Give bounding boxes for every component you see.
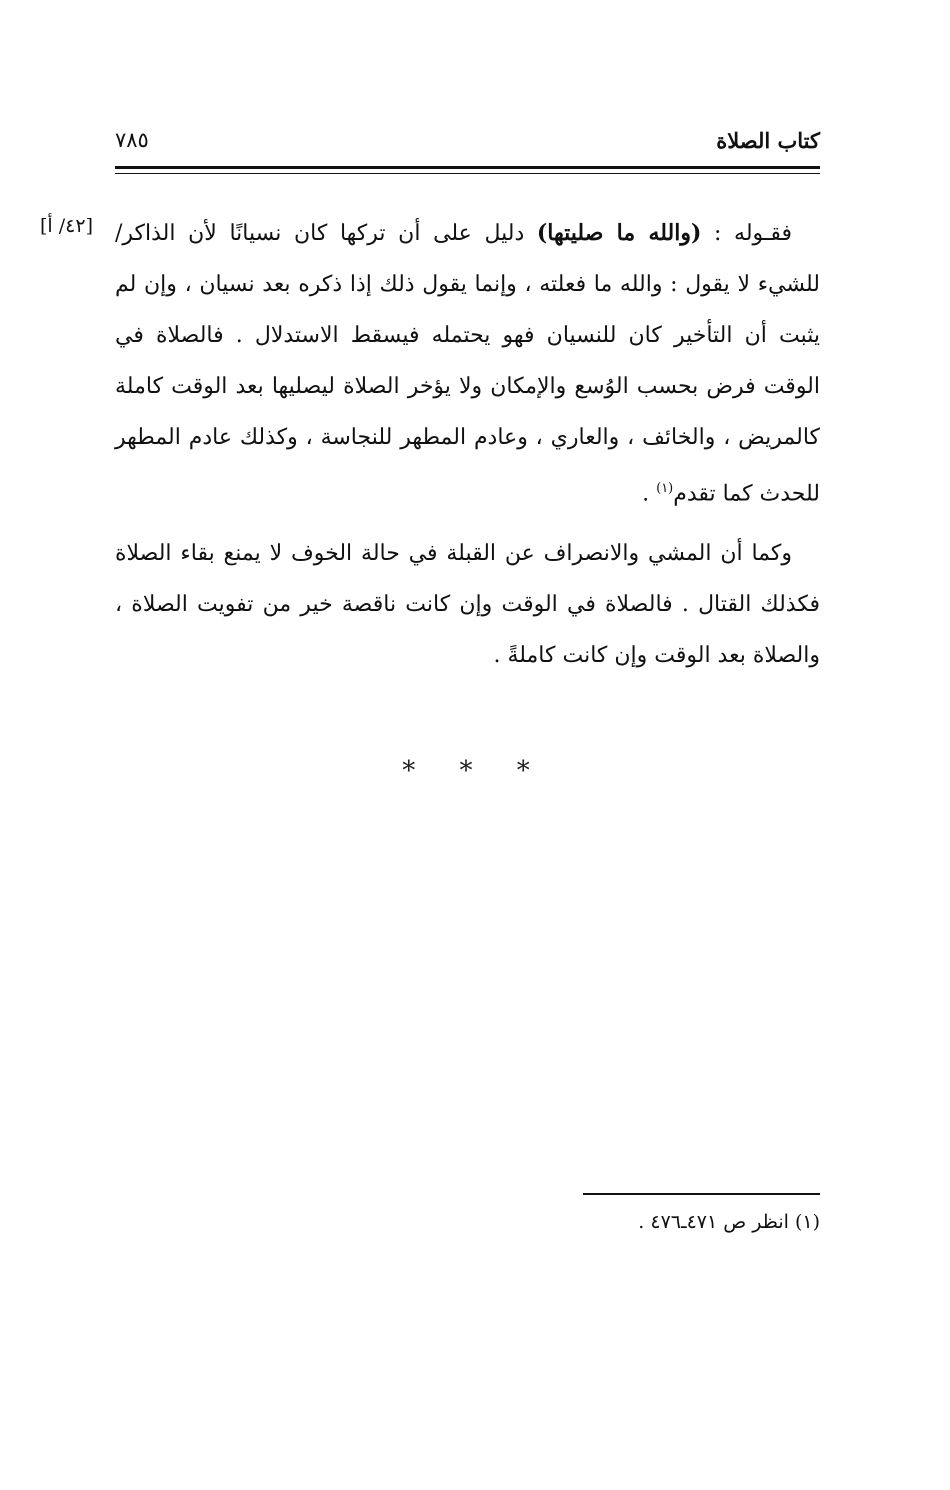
paragraph-1-text: دليل على أن تركها كان نسيانًا لأن الذاكر/ للشيء لا يقول : والله ما فعلته ، وإنما يقول ذلك إذا ذكره بعد نسيان ، وإن لم يثبت أن التأخير كان للنسيان فهو يحتمله فيسقط الاستدلال . فالصلاة في الوقت فرض بحسب الوُسع والإمكان ولا يؤخر الصلاة ليصليها بعد الوقت كاملة كالمريض ، والخائف ، والعاري ، وعادم المطهر للنجاسة ، وكذلك عادم المطهر للحدث كما تقدم — [115, 221, 820, 507]
paragraph-2: وكما أن المشي والانصراف عن القبلة في حالة الخوف لا يمنع بقاء الصلاة فكذلك القتال . فالصلاة في الوقت وإن كانت ناقصة خير من تفويت الصلاة ، والصلاة بعد الوقت وإن كانت كاملةً . — [115, 541, 820, 669]
manuscript-folio-marker: [٤٢/ أ] — [40, 215, 93, 237]
section-divider-asterisks: * * * — [402, 756, 548, 786]
page-header — [115, 128, 820, 162]
page-number: ٧٨٥ — [115, 128, 149, 152]
hadith-quote: (والله ما صليتها) — [536, 220, 702, 246]
footnote-1: (١) انظر ص ٤٧١ـ٤٧٦ . — [638, 1211, 820, 1233]
paragraph-1 — [115, 208, 820, 519]
footnote-separator — [583, 1193, 820, 1195]
running-title: كتاب الصلاة — [716, 128, 820, 153]
paragraph-1-lead: فقـوله : — [701, 221, 792, 246]
footnote-reference: (١) — [656, 481, 674, 496]
header-rule-thin — [115, 173, 820, 174]
paragraph-1-end: . — [642, 481, 657, 507]
header-rule-thick — [115, 166, 820, 169]
main-text — [115, 208, 820, 681]
